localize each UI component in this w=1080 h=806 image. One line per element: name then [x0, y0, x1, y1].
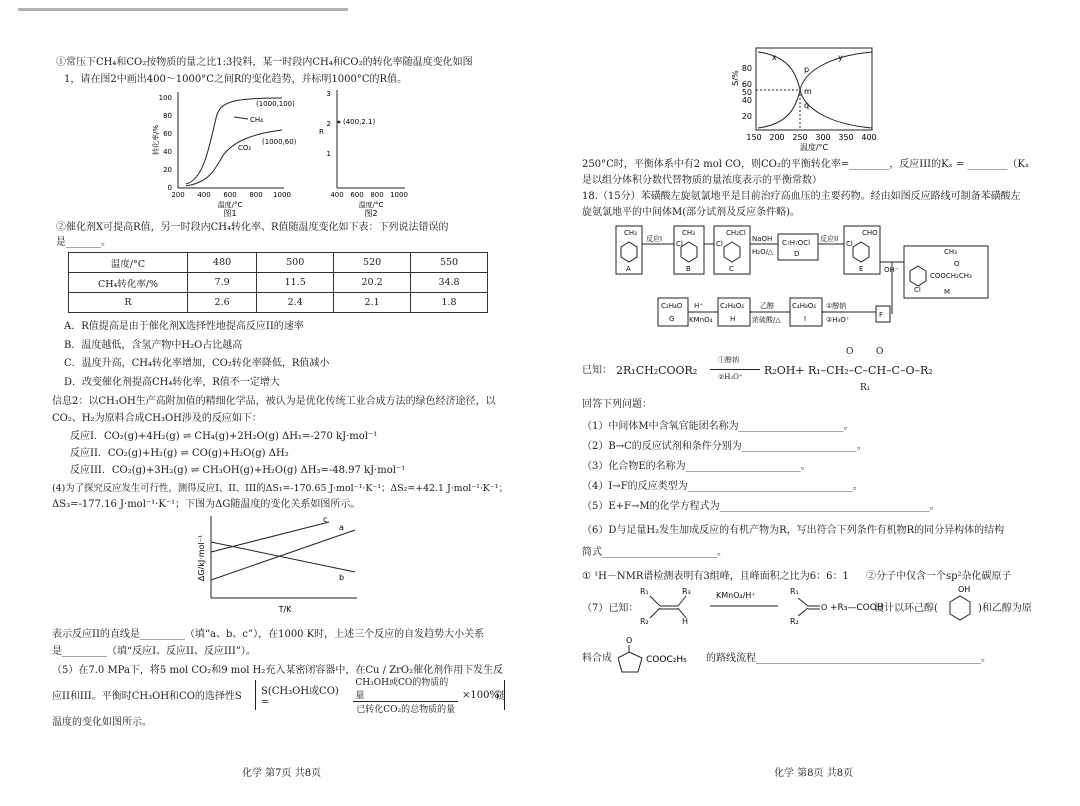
fig4-label-x: x: [772, 53, 777, 62]
compound-a: A: [626, 265, 631, 273]
question-2: （2）B→C的反应试剂和条件分别为_______________________。: [582, 441, 867, 452]
fig4-xtick: 200: [769, 133, 785, 142]
svg-text:C₂H₄O₂: C₂H₄O₂: [720, 302, 745, 310]
svg-text:+R₃—COOH: +R₃—COOH: [830, 603, 884, 613]
fig1-ylabel: 转化率/%: [152, 124, 160, 156]
svg-text:R₁: R₁: [790, 587, 799, 596]
compound-g: G: [669, 315, 675, 323]
question-6-tail: 简式_______________________。: [582, 547, 727, 558]
table-cell: CH₄转化率/%: [69, 273, 188, 293]
fig1-xlabel: 温度/°C: [217, 201, 243, 209]
q7-design-tail: )和乙醇为原: [978, 603, 1032, 614]
svg-text:KMnO₄/H⁺: KMnO₄/H⁺: [716, 591, 756, 600]
fig4-ytick: 60: [741, 80, 752, 89]
fig2-point-label: (400,2.1): [343, 118, 376, 126]
known-carbonyl-o: O: [846, 347, 854, 357]
table-row: [69, 273, 488, 293]
svg-text:Cl: Cl: [846, 240, 853, 248]
fig2-xtick: 400: [330, 191, 344, 199]
fig4-ytick: 20: [741, 112, 752, 121]
table-cell: 11.5: [257, 273, 334, 293]
svg-text:O: O: [954, 260, 960, 268]
question-6: （6）D与足量H₂发生加成反应的有机产物为R，写出符合下列条件有机物R的同分异构体的结构: [582, 525, 1005, 536]
table-cell: 温度/°C: [69, 253, 188, 273]
option-c: C．温度升高，CH₄转化率增加，CO₂转化率降低，R值减小: [64, 358, 330, 369]
cyclohexanol-structure: [940, 584, 980, 628]
fig3-xlabel: T/K: [278, 605, 292, 614]
svg-text:②H₃O⁺: ②H₃O⁺: [826, 316, 850, 324]
figure-4: [728, 42, 888, 154]
known-rhs: R₂OH+ R₁–CH₂–C–CH–C–O–R₂: [764, 364, 933, 377]
compound-e: E: [859, 265, 864, 273]
question-1: （1）中间体M中含氧官能团名称为_____________________。: [582, 421, 854, 432]
fig4-label-p: p: [804, 65, 810, 74]
reaction-scheme: [614, 222, 1054, 334]
q4-answer-1: 表示反应II的直线是_________（填“a、b、c”），在1000 K时，上述三个反应的自发趋势大小关系: [52, 629, 485, 640]
compound-b: B: [686, 265, 691, 273]
fig1-xtick: 800: [249, 191, 263, 199]
svg-text:COOC₂H₅: COOC₂H₅: [646, 655, 687, 665]
svg-text:浓硫酸/△: 浓硫酸/△: [752, 316, 781, 324]
fig2-point: [338, 121, 341, 124]
fig3-label-c: c: [323, 515, 328, 524]
q4-answer-2: 是_________（填“反应I、反应II、反应III”）。: [52, 646, 256, 657]
q18-line2: 旋氨氯地平的中间体M(部分试剂及反应条件略)。: [582, 207, 801, 218]
option-b: B．温度越低，含氢产物中H₂O占比越高: [64, 340, 243, 351]
fig1-ytick: 0: [167, 184, 172, 192]
reaction-1: 反应I．CO₂(g)+4H₂(g) ⇌ CH₄(g)+2H₂O(g) ΔH₁=-270 kJ·mol⁻¹: [70, 431, 378, 442]
svg-text:C₇H₇OCl: C₇H₇OCl: [782, 239, 811, 247]
figure-1: [150, 84, 300, 219]
table-cell: R: [69, 293, 188, 313]
fig2-ytick: 1: [326, 150, 331, 158]
fig3-ylabel: ΔG/kJ·mol⁻¹: [197, 534, 206, 582]
fig1-ch4-label: CH₄: [250, 116, 263, 124]
svg-text:CHO: CHO: [862, 229, 878, 237]
scan-top-edge: [18, 8, 348, 11]
fig3-label-a: a: [339, 523, 344, 532]
fig1-xtick: 400: [197, 191, 211, 199]
q4-line1: (4)为了探究反应发生可行性，测得反应I、II、III的ΔS₁=-170.65 J·mol⁻¹·K⁻¹；ΔS₂=+42.1 J·mol⁻¹·K⁻¹；: [52, 483, 508, 494]
q7-label: （7）已知：: [582, 603, 639, 614]
svg-text:KMnO₄: KMnO₄: [689, 316, 713, 324]
table-cell: 550: [411, 253, 488, 273]
svg-text:CH₃: CH₃: [682, 229, 695, 237]
reaction-2: 反应II．CO₂(g)+H₂(g) ⇌ CO(g)+H₂O(g) ΔH₂: [70, 448, 289, 459]
question-4: （4）I→F的反应类型为_________________________________。: [582, 481, 863, 492]
fig4-ytick: 80: [741, 64, 752, 73]
q5-line2b: 随: [496, 691, 506, 702]
selectivity-formula: [255, 678, 505, 715]
table-cell: 480: [188, 253, 257, 273]
svg-text:Cl: Cl: [716, 240, 723, 248]
question-5: （5）E+F→M的化学方程式为__________________________________________。: [582, 501, 940, 512]
formula-fraction: [353, 675, 458, 715]
conversion-table: [68, 252, 488, 313]
svg-text:①醇钠: ①醇钠: [826, 302, 847, 310]
svg-text:OH⁻: OH⁻: [884, 266, 899, 274]
fig2-xtick: 600: [350, 191, 364, 199]
fig4-curve-x: [758, 52, 872, 128]
svg-text:OH: OH: [958, 585, 971, 594]
page-footer: 化学 第8页 共8页: [774, 768, 854, 779]
q5-line2a: 应II和III。平衡时CH₃OH和CO的选择性S: [52, 691, 242, 702]
table-cell: 520: [334, 253, 411, 273]
target-structure: [618, 634, 718, 678]
q1-line2: 1，请在图2中画出400～1000°C之间R的变化趋势，并标明1000°C的R值。: [64, 74, 408, 85]
compound-d: D: [794, 250, 800, 258]
compound-m: M: [944, 288, 951, 296]
svg-text:H: H: [682, 617, 689, 626]
formula-denominator: 已转化CO₂的总物质的量: [356, 705, 456, 715]
fig4-xlabel: 温度/°C: [799, 143, 829, 152]
fig2-ylabel: R: [319, 128, 324, 136]
fig4-xtick: 400: [861, 133, 877, 142]
q1-line1: ①常压下CH₄和CO₂按物质的量之比1:3投料，某一时段内CH₄和CO₂的转化率随温度变化如图: [56, 57, 473, 68]
fig2-ytick: 3: [326, 90, 331, 98]
fig2-xlabel: 温度/°C: [358, 201, 384, 209]
table-cell: 34.8: [411, 273, 488, 293]
svg-text:O: O: [821, 603, 828, 612]
fig3-line-a: [211, 530, 355, 580]
fig1-caption: 图1: [223, 209, 237, 218]
fig4-question-line2: 是以组分体积分数代替物质的量浓度表示的平衡常数）: [582, 175, 822, 186]
fig1-ytick: 100: [158, 94, 172, 102]
known-carbonyl-o: O: [876, 347, 884, 357]
formula-lhs: S(CH₃OH或CO) =: [261, 686, 339, 708]
q7-line2a: 料合成: [582, 653, 612, 664]
fig4-xtick: 350: [838, 133, 854, 142]
fig4-xtick: 150: [746, 133, 762, 142]
compound-f: F: [879, 311, 884, 319]
compound-h: H: [730, 315, 736, 323]
svg-text:C₄H₈O₂: C₄H₈O₂: [792, 302, 817, 310]
svg-text:反应I: 反应I: [646, 235, 663, 243]
q6-condition-2: ②分子中仅含一个sp²杂化碳原子: [866, 571, 1012, 582]
q18-line1: 18.（15分）苯磺酸左旋氨氯地平是目前治疗高血压的主要药物。经由如图反应路线可制备苯磺酸左: [582, 191, 1021, 202]
known-lhs: 2R₁CH₂COOR₂: [616, 364, 698, 377]
q2-line1: ②催化剂X可提高R值，另一时段内CH₄转化率、R值随温度变化如下表：下列说法错误的: [56, 222, 449, 233]
svg-text:Cl: Cl: [914, 286, 921, 294]
fig4-xtick: 300: [815, 133, 831, 142]
table-cell: 2.6: [188, 293, 257, 313]
svg-text:R₃: R₃: [682, 587, 691, 596]
table-row: [69, 293, 488, 313]
fig4-label-m: m: [804, 87, 812, 96]
q5-line1: （5）在7.0 MPa下，将5 mol CO₂和9 mol H₂充入某密闭容器中，在Cu / ZrO₂催化剂作用下发生反: [52, 665, 504, 676]
fig4-label-q: q: [804, 101, 810, 110]
svg-text:CH₃: CH₃: [944, 248, 957, 256]
svg-text:Cl: Cl: [676, 240, 683, 248]
fig4-ylabel: S/%: [731, 70, 740, 86]
fig1-ytick: 80: [163, 112, 172, 120]
reaction-3: 反应III．CO₂(g)+3H₂(g) ⇌ CH₃OH(g)+H₂O(g) ΔH₃=-48.97 kJ·mol⁻¹: [70, 465, 406, 476]
known-arrow: [710, 369, 760, 370]
option-d: D．改变催化剂提高CH₄转化率，R值不一定增大: [64, 377, 280, 388]
fig3-label-b: b: [339, 573, 345, 582]
svg-text:R₂: R₂: [790, 617, 799, 626]
page-footer: 化学 第7页 共8页: [242, 768, 322, 779]
svg-text:NaOH: NaOH: [752, 235, 773, 243]
q5-line3: 温度的变化如图所示。: [52, 717, 152, 728]
fig2-xtick: 800: [370, 191, 384, 199]
fig1-xtick: 200: [171, 191, 185, 199]
svg-text:乙醇: 乙醇: [760, 302, 774, 310]
q7-design: 设计以环己醇(: [874, 603, 938, 614]
fig1-xtick: 1000: [273, 191, 291, 199]
known-r1: R₁: [860, 383, 871, 393]
fig1-ytick: 20: [163, 166, 172, 174]
table-cell: 2.4: [257, 293, 334, 313]
svg-text:O: O: [626, 636, 633, 645]
info2-line1: 信息2：以CH₃OH生产高附加值的精细化学品，被认为是优化传统工业合成方法的绿色经济途径，以: [52, 396, 496, 407]
fig4-curve-y: [758, 52, 872, 128]
question-3: （3）化合物E的名称为_______________________。: [582, 461, 811, 472]
fig4-xtick: 250: [792, 133, 808, 142]
table-cell: 500: [257, 253, 334, 273]
info2-line2: CO₂、H₂为原料合成CH₃OH涉及的反应如下：: [52, 413, 262, 424]
svg-text:R₂: R₂: [640, 617, 649, 626]
fig4-question-line1: 250°C时，平衡体系中有2 mol CO，则CO₂的平衡转化率=________，反应III的Kₓ = ________（Kₓ: [582, 159, 1030, 170]
known-condition-1: ①醇钠: [718, 356, 739, 364]
figure-3: [195, 512, 365, 622]
compound-c: C: [729, 265, 734, 273]
svg-text:H₂O/△: H₂O/△: [752, 248, 774, 256]
svg-text:CH₃: CH₃: [624, 229, 637, 237]
fig3-line-c: [211, 522, 329, 552]
figure-2: [315, 84, 415, 219]
option-a: A．R值提高是由于催化剂X选择性地提高反应II的速率: [64, 321, 304, 332]
fig1-point1: (1000,100): [256, 100, 295, 108]
table-cell: 7.9: [188, 273, 257, 293]
fig4-label-y: y: [838, 53, 843, 62]
q7-line2b: 的路线流程_____________________________________________。: [706, 653, 991, 664]
q4-line2: ΔS₃=-177.16 J·mol⁻¹·K⁻¹；下图为ΔG随温度的变化关系如图所示。: [52, 499, 361, 510]
formula-numerator: CH₃OH或CO的物质的量: [353, 675, 458, 702]
svg-text:COOCH₂CH₃: COOCH₂CH₃: [930, 272, 972, 280]
fig1-co2-label: CO₂: [238, 144, 252, 152]
fig2-xtick: 1000: [390, 191, 408, 199]
svg-text:R₁: R₁: [640, 587, 649, 596]
fig4-ytick: 40: [741, 96, 752, 105]
fig1-xtick: 600: [223, 191, 237, 199]
q2-line2: 是_______。: [56, 237, 111, 248]
compound-i: I: [804, 315, 807, 323]
fig1-point2: (1000,60): [262, 138, 297, 146]
table-cell: 2.1: [334, 293, 411, 313]
known-label: 已知：: [582, 365, 612, 376]
q6-condition-1: ① ¹H－NMR谱检测表明有3组峰，且峰面积之比为6：6：1: [582, 571, 849, 582]
answer-title: 回答下列问题：: [582, 399, 652, 410]
known-condition-2: ②H₃O⁺: [718, 373, 743, 381]
table-cell: 20.2: [334, 273, 411, 293]
fig2-ytick: 2: [326, 120, 331, 128]
table-cell: 1.8: [411, 293, 488, 313]
fig4-ytick: 50: [741, 88, 752, 97]
svg-text:反应II: 反应II: [820, 235, 839, 243]
fig1-ytick: 60: [163, 130, 172, 138]
table-row: [69, 253, 488, 273]
svg-text:H⁺: H⁺: [694, 302, 703, 310]
fig1-ytick: 40: [163, 148, 172, 156]
formula-tail: ×100%: [462, 689, 499, 701]
svg-text:CH₂Cl: CH₂Cl: [726, 229, 746, 237]
svg-text:C₂H₄O: C₂H₄O: [661, 302, 683, 310]
fig2-caption: 图2: [364, 209, 378, 218]
